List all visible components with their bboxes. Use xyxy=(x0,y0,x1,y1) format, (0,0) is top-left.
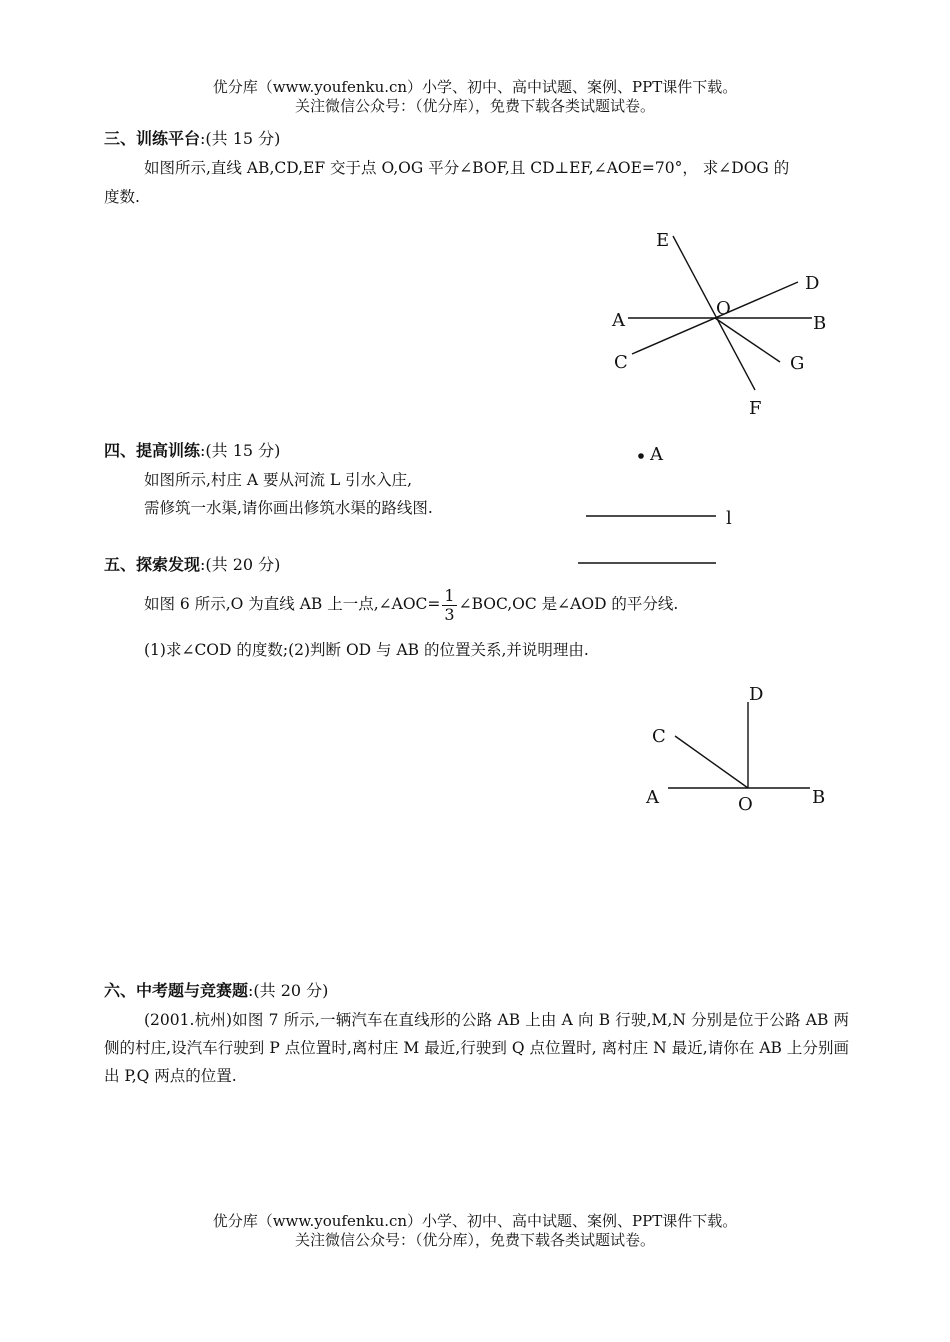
section-3-text-line-2: 度数. xyxy=(104,188,140,206)
label-B: B xyxy=(813,313,827,334)
fraction-numerator: 1 xyxy=(444,585,455,605)
section-4-score: :(共 15 分) xyxy=(200,441,281,460)
section-4-heading xyxy=(104,440,280,462)
ray-OG xyxy=(715,318,780,362)
section-5-statement xyxy=(144,582,678,626)
footer-line-1: 优分库（www.youfenku.cn）小学、初中、高中试题、案例、PPT课件下载。 xyxy=(212,1212,738,1230)
section-5-heading xyxy=(104,554,280,576)
section-6-heading xyxy=(104,980,328,1002)
section-4-title: 四、提高训练 xyxy=(104,441,201,460)
label-A: A xyxy=(612,310,625,331)
footer-line-2: 关注微信公众号：（优分库），免费下载各类试题试卷。 xyxy=(294,1231,655,1249)
section-4-text-line-2: 需修筑一水渠,请你画出修筑水渠的路线图. xyxy=(144,499,433,517)
figure-village-river xyxy=(570,436,750,576)
section-5-text-part-2: ∠BOC,OC 是∠AOD 的平分线. xyxy=(458,595,679,613)
label-B: B xyxy=(812,787,826,808)
section-4-text-line-1: 如图所示,村庄 A 要从河流 L 引水入庄, xyxy=(144,471,413,489)
label-C: C xyxy=(652,726,666,747)
figure-perpendicular xyxy=(630,676,840,826)
section-6-score: :(共 20 分) xyxy=(248,981,329,1000)
label-A: A xyxy=(646,787,659,808)
label-G: G xyxy=(790,353,805,374)
section-5-text-part-1: 如图 6 所示,O 为直线 AB 上一点,∠AOC= xyxy=(144,595,441,613)
section-3-heading xyxy=(104,128,280,150)
label-village-A: A xyxy=(650,444,663,465)
label-O: O xyxy=(738,794,753,815)
label-C: C xyxy=(614,352,628,373)
section-3-title: 三、训练平台 xyxy=(104,129,201,148)
point-A xyxy=(638,453,644,459)
fraction-denominator: 3 xyxy=(444,604,455,624)
fraction-one-third xyxy=(442,587,456,624)
label-D: D xyxy=(749,684,764,705)
figure-intersecting-lines xyxy=(600,222,850,422)
section-5-title: 五、探索发现 xyxy=(104,555,201,574)
section-3-text-line-1: 如图所示,直线 AB,CD,EF 交于点 O,OG 平分∠BOF,且 CD⊥EF,∠AOE=70°， 求∠DOG 的 xyxy=(144,159,790,177)
header-line-1: 优分库（www.youfenku.cn）小学、初中、高中试题、案例、PPT课件下载。 xyxy=(212,78,738,96)
label-E: E xyxy=(656,230,670,251)
label-D: D xyxy=(805,273,820,294)
section-5-score: :(共 20 分) xyxy=(200,555,281,574)
section-6-title: 六、中考题与竞赛题 xyxy=(104,981,249,1000)
section-6-paragraph: (2001.杭州)如图 7 所示,一辆汽车在直线形的公路 AB 上由 A 向 B 行驶,M,N 分别是位于公路 AB 两侧的村庄,设汽车行驶到 P 点位置时,离村庄 M 最近,行驶到 Q 点位置时, 离村庄 N 最近,请你在 AB 上分别画出 P,Q 两点的位置. xyxy=(104,1011,849,1085)
section-5-question: (1)求∠COD 的度数;(2)判断 OD 与 AB 的位置关系,并说明理由. xyxy=(144,641,589,659)
header-line-2: 关注微信公众号：（优分库），免费下载各类试题试卷。 xyxy=(294,97,655,115)
label-O: O xyxy=(716,298,731,319)
section-3-score: :(共 15 分) xyxy=(200,129,281,148)
line-EF xyxy=(673,236,755,390)
label-l: l xyxy=(726,508,732,529)
ray-OC xyxy=(675,736,748,788)
label-F: F xyxy=(749,398,762,419)
